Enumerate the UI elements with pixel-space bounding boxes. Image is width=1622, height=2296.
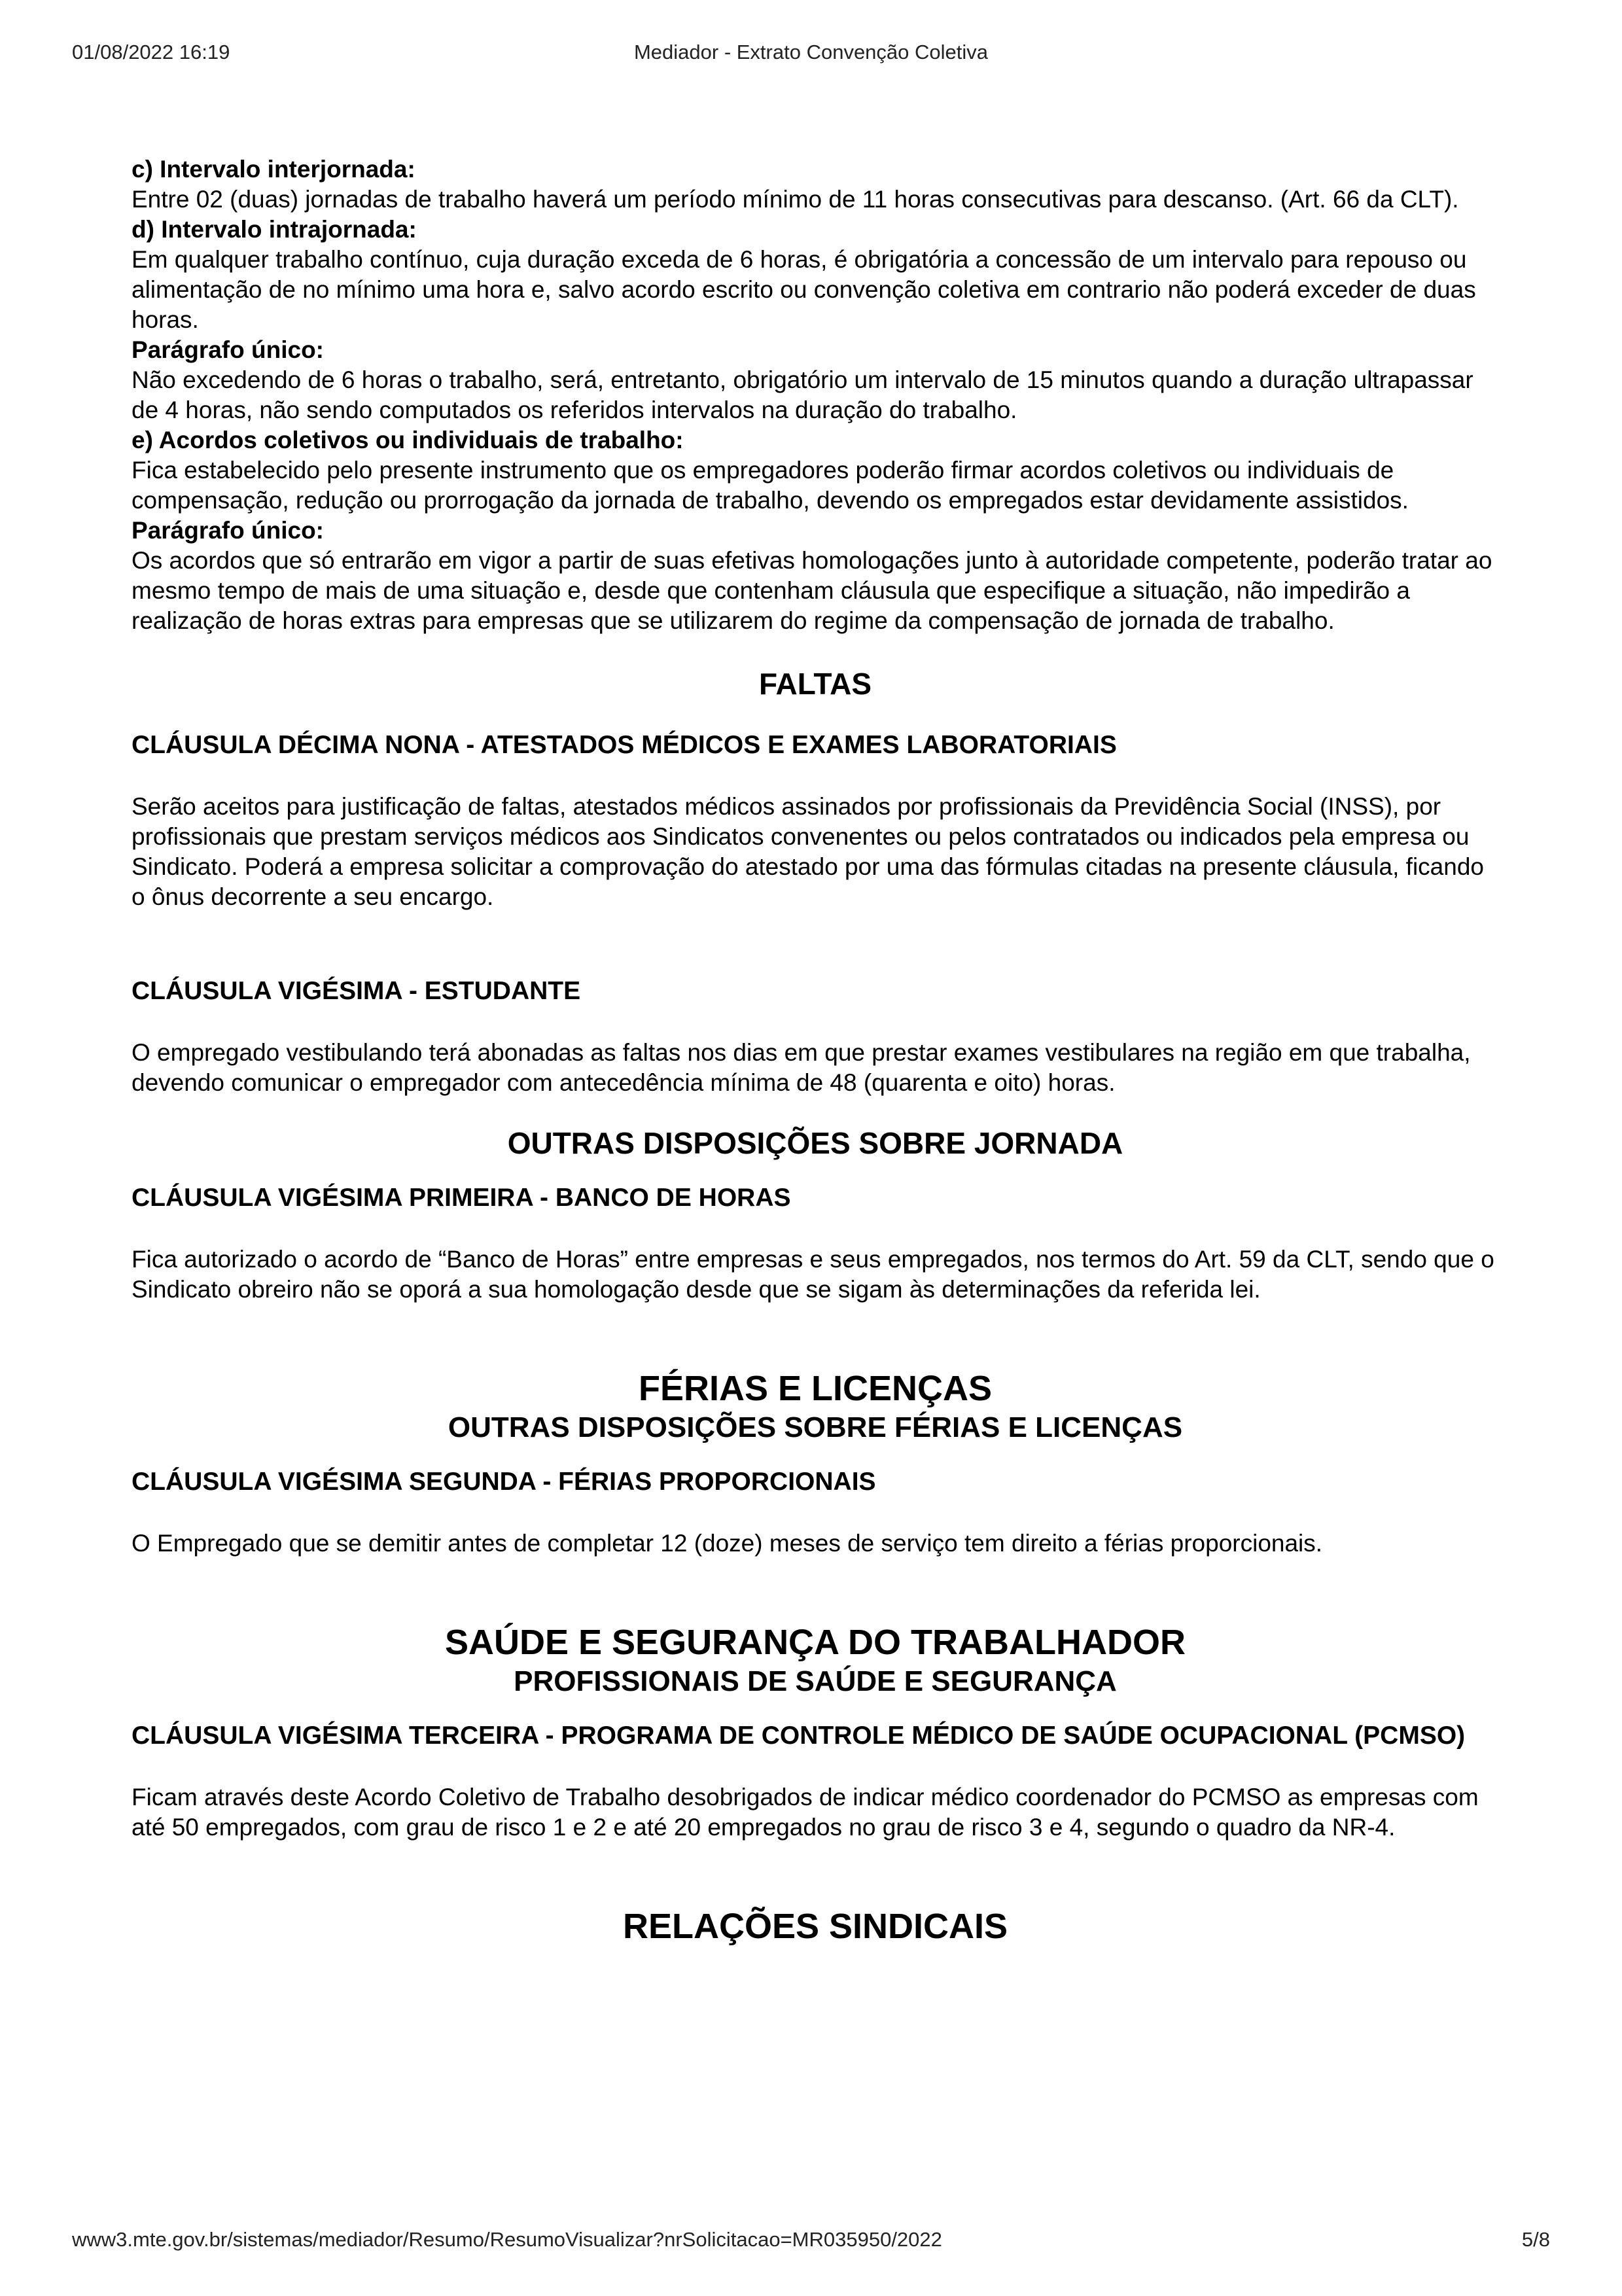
major-title-saude: SAÚDE E SEGURANÇA DO TRABALHADOR <box>444 1623 1186 1662</box>
major-title-ferias: FÉRIAS E LICENÇAS <box>638 1369 993 1408</box>
paragrafo-unico-text: Os acordos que só entrarão em vigor a partir de suas efetivas homologações junto à autoridade competente, poderão tratar ao mesmo tempo de mais de uma situação e, desde que contenham cláusula que especifique a situação, não impedirão a realização de horas extras para empresas que se utilizarem do regime da compensação de jornada de trabalho. <box>132 547 1492 634</box>
clause-text: Fica autorizado o acordo de “Banco de Horas” entre empresas e seus empregados, nos termos do Art. 59 da CLT, sendo que o Sindicato obreiro não se oporá a sua homologação desde que se sigam às determinações da referida lei. <box>132 1246 1494 1303</box>
print-url[interactable]: www3.mte.gov.br/sistemas/mediador/Resumo/ResumoVisualizar?nrSolicitacao=MR035950/2022 <box>72 2228 942 2251</box>
intervalo-interjornada-heading: c) Intervalo interjornada: <box>132 156 415 183</box>
print-header <box>72 41 1550 67</box>
intervalo-intrajornada-text: Em qualquer trabalho contínuo, cuja duração exceda de 6 horas, é obrigatória a concessão de um intervalo para repouso ou alimentação de no mínimo uma hora e, salvo acordo escrito ou convenção coletiva em contrario não poderá exceder de duas horas. <box>132 246 1476 333</box>
paragrafo-unico-heading: Parágrafo único: <box>132 336 324 363</box>
acordos-coletivos-heading: e) Acordos coletivos ou individuais de trabalho: <box>132 427 684 453</box>
sub-title-saude: PROFISSIONAIS DE SAÚDE E SEGURANÇA <box>514 1665 1117 1697</box>
clause-title: CLÁUSULA VIGÉSIMA SEGUNDA - FÉRIAS PROPORCIONAIS <box>132 1468 876 1496</box>
group-title-faltas: FALTAS <box>758 667 872 701</box>
clause-title: CLÁUSULA VIGÉSIMA - ESTUDANTE <box>132 977 581 1005</box>
paragrafo-unico-text: Não excedendo de 6 horas o trabalho, será, entretanto, obrigatório um intervalo de 15 minutos quando a duração ultrapassar de 4 horas, não sendo computados os referidos intervalos na duração do trabalho. <box>132 366 1473 423</box>
clause-title: CLÁUSULA VIGÉSIMA TERCEIRA - PROGRAMA DE CONTROLE MÉDICO DE SAÚDE OCUPACIONAL (PCMSO) <box>132 1722 1466 1750</box>
clause-text: O Empregado que se demitir antes de completar 12 (doze) meses de serviço tem direito a férias proporcionais. <box>132 1530 1323 1557</box>
print-title: Mediador - Extrato Convenção Coletiva <box>633 41 989 63</box>
intervalo-interjornada-text: Entre 02 (duas) jornadas de trabalho haverá um período mínimo de 11 horas consecutivas para descanso. (Art. 66 da CLT). <box>132 186 1459 213</box>
page-number: 5/8 <box>1521 2228 1550 2251</box>
clause-text: O empregado vestibulando terá abonadas as faltas nos dias em que prestar exames vestibulares na região em que trabalha, devendo comunicar o empregador com antecedência mínima de 48 (quarenta e oito) horas. <box>132 1039 1471 1096</box>
clause-title: CLÁUSULA DÉCIMA NONA - ATESTADOS MÉDICOS E EXAMES LABORATORIAIS <box>132 731 1117 759</box>
sub-title-ferias: OUTRAS DISPOSIÇÕES SOBRE FÉRIAS E LICENÇAS <box>448 1411 1183 1443</box>
clause-text: Ficam através deste Acordo Coletivo de Trabalho desobrigados de indicar médico coordenador do PCMSO as empresas com até 50 empregados, com grau de risco 1 e 2 e até 20 empregados no grau de risco 3 e 4, segundo o quadro da NR-4. <box>132 1784 1479 1841</box>
print-datetime: 01/08/2022 16:19 <box>72 41 230 63</box>
clause-title: CLÁUSULA VIGÉSIMA PRIMEIRA - BANCO DE HORAS <box>132 1184 791 1212</box>
clause-text: Serão aceitos para justificação de faltas, atestados médicos assinados por profissionais da Previdência Social (INSS), por profissionais que prestam serviços médicos aos Sindicatos convenentes ou pelos contratados ou indicados pela empresa ou Sindicato. Poderá a empresa solicitar a comprovação do atestado por uma das fórmulas citadas na presente cláusula, ficando o ônus decorrente a seu encargo. <box>132 793 1484 910</box>
print-footer <box>72 2228 1550 2254</box>
intervalo-intrajornada-heading: d) Intervalo intrajornada: <box>132 216 417 243</box>
group-title-outras-jornada: OUTRAS DISPOSIÇÕES SOBRE JORNADA <box>507 1126 1123 1160</box>
major-title-sindicais: RELAÇÕES SINDICAIS <box>622 1907 1008 1946</box>
document-body <box>132 154 1499 1947</box>
acordos-coletivos-text: Fica estabelecido pelo presente instrumento que os empregadores poderão firmar acordos coletivos ou individuais de compensação, redução ou prorrogação da jornada de trabalho, devendo os empregados estar devidamente assistidos. <box>132 457 1409 514</box>
paragrafo-unico-heading: Parágrafo único: <box>132 517 324 544</box>
